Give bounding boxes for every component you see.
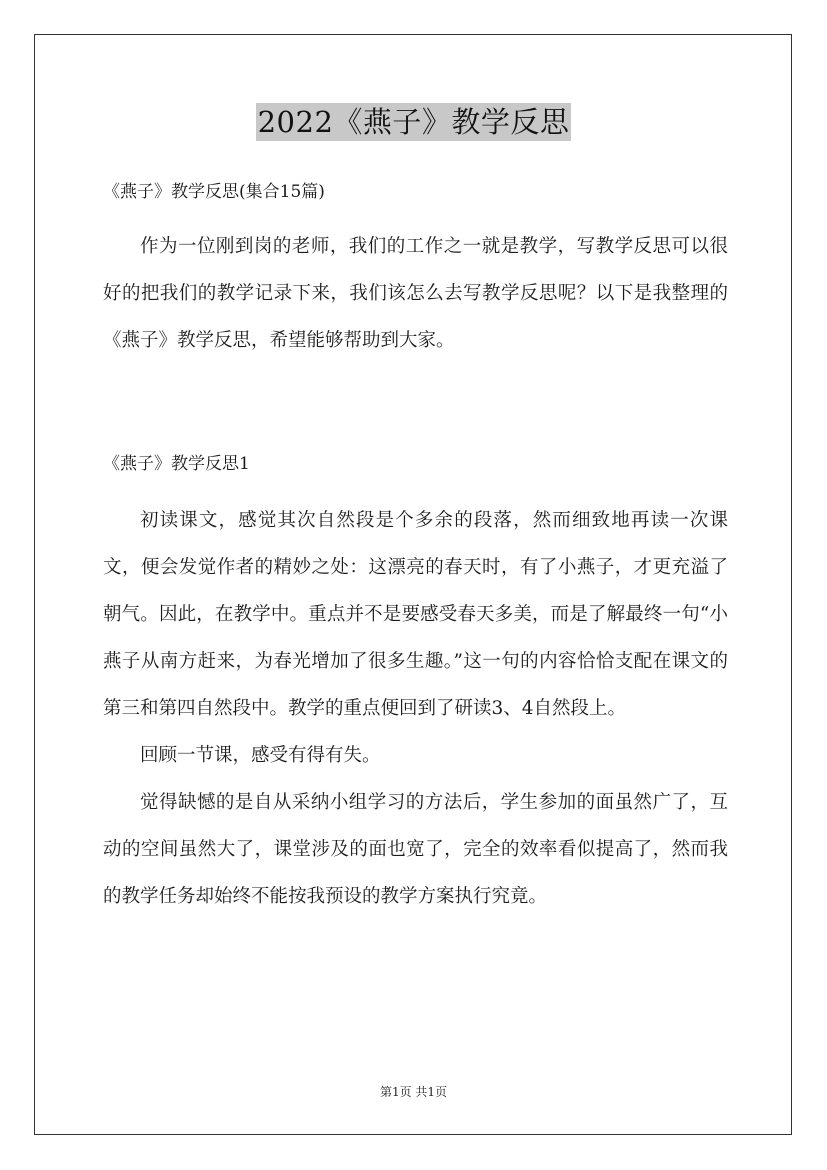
intro-section bbox=[103, 223, 728, 364]
section-body bbox=[103, 497, 728, 920]
document-subtitle: 《燕子》教学反思(集合15篇) bbox=[103, 182, 325, 202]
body-paragraph-3: 觉得缺憾的是自从采纳小组学习的方法后，学生参加的面虽然广了，互动的空间虽然大了，课堂涉及的面也宽了，完全的效率看似提高了，然而我的教学任务却始终不能按我预设的教学方案执行究竟。 bbox=[103, 792, 728, 907]
body-paragraph-2: 回顾一节课，感受有得有失。 bbox=[140, 745, 381, 766]
section-heading: 《燕子》教学反思1 bbox=[103, 454, 250, 474]
body-paragraph-1: 初读课文，感觉其次自然段是个多余的段落，然而细致地再读一次课文，便会发觉作者的精妙之处：这漂亮的春天时，有了小燕子，才更充溢了朝气。因此，在教学中。重点并不是要感受春天多美，而是了解最终一句“小燕子从南方赶来，为春光增加了很多生趣。”这一句的内容恰恰支配在课文的第三和第四自然段中。教学的重点便回到了研读3、4自然段上。 bbox=[103, 510, 728, 719]
title-container bbox=[0, 103, 827, 141]
page-footer: 第1页 共1页 bbox=[379, 1085, 448, 1099]
intro-paragraph: 作为一位刚到岗的老师，我们的工作之一就是教学，写教学反思可以很好的把我们的教学记录下来，我们该怎么去写教学反思呢？以下是我整理的《燕子》教学反思，希望能够帮助到大家。 bbox=[103, 236, 728, 351]
document-title: 2022《燕子》教学反思 bbox=[257, 105, 570, 139]
